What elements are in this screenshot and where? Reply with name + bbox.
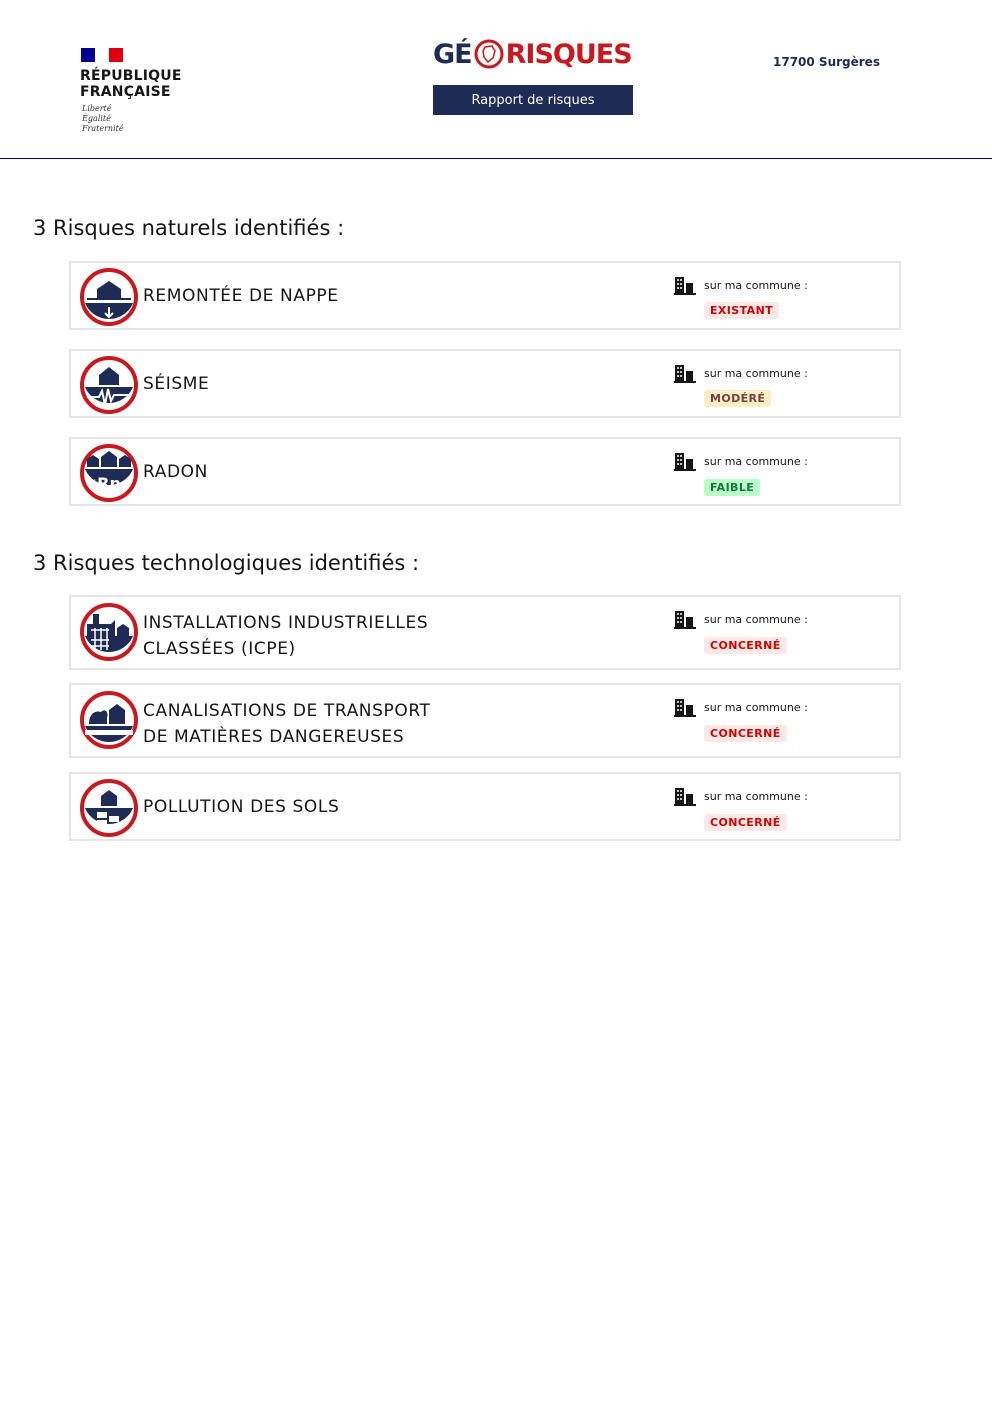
page-header <box>0 0 992 159</box>
risk-level-badge: EXISTANT <box>704 302 779 319</box>
french-flag-icon <box>81 48 123 62</box>
commune-name: 17700 Surgères <box>773 55 880 69</box>
motto-egalite: Égalité <box>82 114 111 123</box>
republique-francaise-logo <box>80 68 182 100</box>
logo-ge: GÉ <box>433 38 472 70</box>
building-icon <box>674 609 696 629</box>
globe-icon <box>474 39 504 69</box>
risk-card-remontee-nappe[interactable] <box>69 261 901 330</box>
svg-text:+: + <box>123 478 131 488</box>
rf-line1: RÉPUBLIQUE <box>80 68 182 84</box>
motto <box>82 104 124 134</box>
building-icon <box>674 275 696 295</box>
technological-risks-title: 3 Risques technologiques identifiés : <box>33 551 420 575</box>
earthquake-icon <box>79 355 139 415</box>
building-icon <box>674 451 696 471</box>
risk-title: REMONTÉE DE NAPPE <box>143 286 339 306</box>
soil-pollution-icon <box>79 778 139 838</box>
commune-label-text: sur ma commune : <box>704 612 808 626</box>
rf-line2: FRANÇAISE <box>80 84 171 100</box>
report-label: Rapport de risques <box>433 85 633 115</box>
groundwater-icon <box>79 267 139 327</box>
commune-label <box>674 697 808 717</box>
commune-label <box>674 451 808 471</box>
building-icon <box>674 363 696 383</box>
risk-card-canalisations[interactable] <box>69 683 901 758</box>
factory-icon <box>79 602 139 662</box>
risk-level-badge: FAIBLE <box>704 479 760 496</box>
risk-card-seisme[interactable] <box>69 349 901 418</box>
risk-title: SÉISME <box>143 374 210 394</box>
commune-label <box>674 609 808 629</box>
motto-liberte: Liberté <box>82 104 112 113</box>
risk-level-badge: MODÉRÉ <box>704 390 771 407</box>
commune-label <box>674 786 808 806</box>
commune-label <box>674 275 808 295</box>
commune-label-text: sur ma commune : <box>704 700 808 714</box>
building-icon <box>674 786 696 806</box>
commune-label-text: sur ma commune : <box>704 454 808 468</box>
risk-card-icpe[interactable] <box>69 595 901 670</box>
georisques-logo <box>433 36 633 72</box>
svg-text:+: + <box>91 478 99 488</box>
risk-title: POLLUTION DES SOLS <box>143 797 340 817</box>
svg-text:Rn: Rn <box>97 474 121 493</box>
motto-fraternite: Fraternité <box>82 124 124 133</box>
risk-card-radon[interactable] <box>69 437 901 506</box>
commune-label-text: sur ma commune : <box>704 789 808 803</box>
risk-title: CANALISATIONS DE TRANSPORT DE MATIÈRES DANGEREUSES <box>143 701 431 747</box>
radon-icon <box>79 443 139 503</box>
commune-label-text: sur ma commune : <box>704 366 808 380</box>
risk-card-pollution-sols[interactable] <box>69 772 901 841</box>
logo-risques: RISQUES <box>505 38 632 70</box>
risk-title: INSTALLATIONS INDUSTRIELLES CLASSÉES (ICPE) <box>143 613 429 659</box>
commune-label-text: sur ma commune : <box>704 278 808 292</box>
risk-level-badge: CONCERNÉ <box>704 814 787 831</box>
building-icon <box>674 697 696 717</box>
risk-title: RADON <box>143 462 208 482</box>
risk-level-badge: CONCERNÉ <box>704 637 787 654</box>
commune-label <box>674 363 808 383</box>
risk-level-badge: CONCERNÉ <box>704 725 787 742</box>
pipeline-icon <box>79 690 139 750</box>
natural-risks-title: 3 Risques naturels identifiés : <box>33 216 345 240</box>
